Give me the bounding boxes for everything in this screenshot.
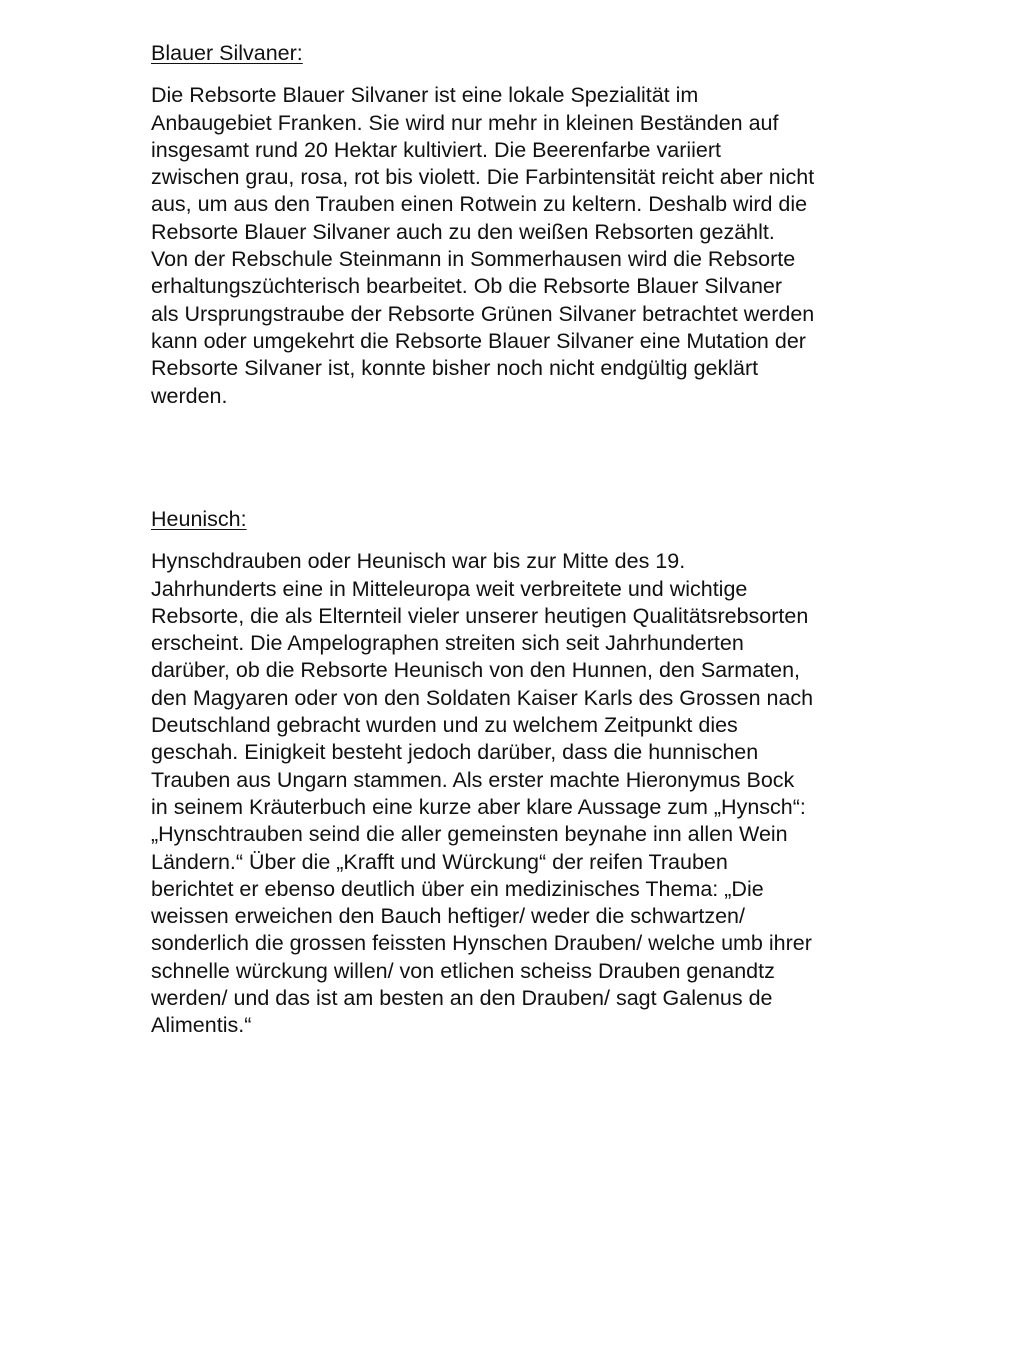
- section-heading: Blauer Silvaner:: [151, 41, 303, 65]
- section-body: Die Rebsorte Blauer Silvaner ist eine lokale Spezialität im Anbaugebiet Franken. Sie wird nur mehr in kleinen Beständen auf insgesamt rund 20 Hektar kultiviert. Die Beerenfarbe variiert zwischen grau, rosa, rot bis violett. Die Farbintensität reicht aber nicht aus, um aus den Trauben einen Rotwein zu keltern. Deshalb wird die Rebsorte Blauer Silvaner auch zu den weißen Rebsorten gezählt. Von der Rebschule Steinmann in Sommerhausen wird die Rebsorte erhaltungszüchterisch bearbeitet. Ob die Rebsorte Blauer Silvaner als Ursprungstraube der Rebsorte Grünen Silvaner betrachtet werden kann oder umgekehrt die Rebsorte Blauer Silvaner eine Mutation der Rebsorte Silvaner ist, konnte bisher noch nicht endgültig geklärt werden.: [151, 83, 815, 408]
- section-body: Hynschdrauben oder Heunisch war bis zur Mitte des 19. Jahrhunderts eine in Mitteleuropa weit verbreitete und wichtige Rebsorte, die als Elternteil vieler unserer heutigen Qualitätsrebsorten erscheint. Die Ampelographen streiten sich seit Jahrhunderten darüber, ob die Rebsorte Heunisch von den Hunnen, den Sarmaten, den Magyaren oder von den Soldaten Kaiser Karls des Grossen nach Deutschland gebracht wurden und zu welchem Zeitpunkt dies geschah. Einigkeit besteht jedoch darüber, dass die hunnischen Trauben aus Ungarn stammen. Als erster machte Hieronymus Bock in seinem Kräuterbuch eine kurze aber klare Aussage zum „Hynsch“: „Hynschtrauben seind die aller gemeinsten beynahe inn allen Wein Ländern.“ Über die „Krafft und Würckung“ der reifen Trauben berichtet er ebenso deutlich über ein medizinisches Thema: „Die weissen erweichen den Bauch heftiger/ weder die schwartzen/ sonderlich die grossen feissten Hynschen Drauben/ welche umb ihrer schnelle würckung willen/ von etlichen scheiss Drauben genandtz werden/ und das ist am besten an den Drauben/ sagt Galenus de Alimentis.“: [151, 549, 814, 1038]
- section-heading: Heunisch:: [151, 507, 247, 531]
- section-heunisch: [151, 506, 881, 1040]
- section-blauer-silvaner: [151, 40, 881, 410]
